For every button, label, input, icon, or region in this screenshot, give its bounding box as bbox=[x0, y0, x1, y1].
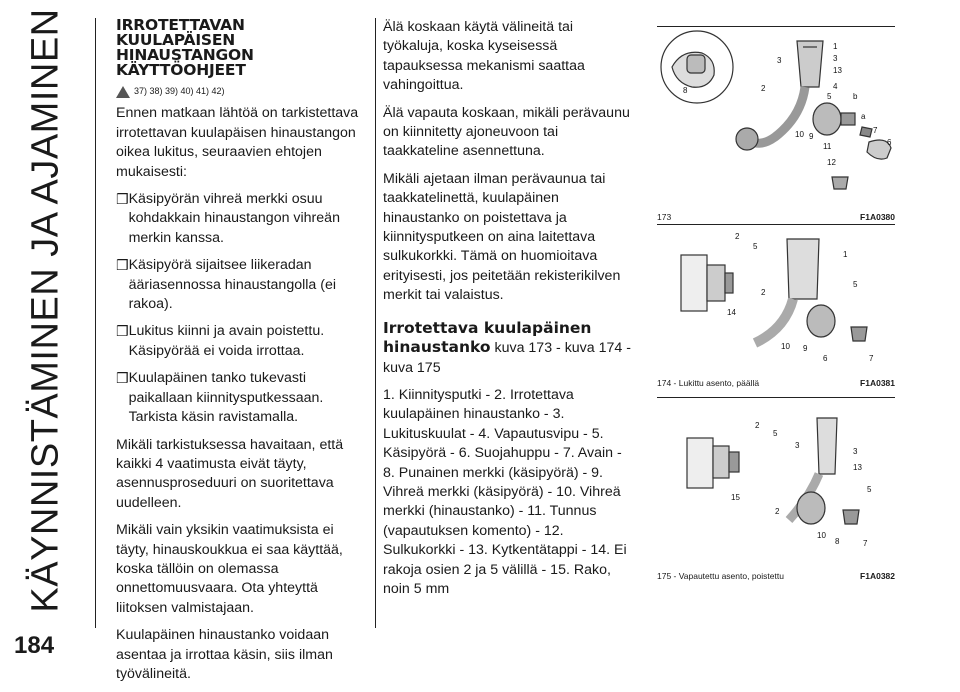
figure-174 bbox=[657, 224, 895, 388]
figure-code: F1A0382 bbox=[860, 571, 895, 581]
parts-legend: 1. Kiinnitysputki - 2. Irrotettava kuulapäinen hinaustanko - 3. Lukituskuulat - 4. Vapautusvipu - 5. Käsipyörä - 6. Suojahuppu - 7. Avain - 8. Punainen merkki (käsipyörä) - 9. Vihreä merkki (käsipyörä) - 10. Vihreä merkki (hinaustanko) - 11. Tunnus (vapautuksen komento) - 12. Sulkukorkki - 13. Kytkentätappi - 14. Ei rakoja osien 2 ja 5 välillä - 15. Rako, noin 5 mm bbox=[383, 386, 627, 597]
paragraph: Kuulapäinen hinaustanko voidaan asentaa ja irrottaa käsin, siis ilman työvälineitä. bbox=[116, 627, 333, 682]
warning-triangle-icon bbox=[116, 86, 130, 98]
sidebar-section-title bbox=[6, 8, 86, 613]
callout-label: 13 bbox=[853, 463, 862, 472]
intro-paragraph: Ennen matkaan lähtöä on tarkistettava irrotettavan kuulapäisen hinaustangon oikea lukitus, seuraavien ehtojen mukaisesti: bbox=[116, 105, 359, 180]
caption-text: 174 - Lukittu asento, päällä bbox=[657, 378, 760, 388]
heading-line: HINAUSTANGON bbox=[116, 46, 254, 64]
callout-label: 2 bbox=[755, 421, 760, 430]
warning-refs-text: 37) 38) 39) 40) 41) 42) bbox=[134, 86, 225, 96]
subsection-heading bbox=[383, 320, 635, 378]
paragraph: Älä koskaan käytä välineitä tai työkaluja, koska kyseisessä tapauksessa mekanismi saattaa vahingoittua. bbox=[383, 19, 585, 94]
callout-label: 5 bbox=[773, 429, 778, 438]
page-number: 184 bbox=[14, 632, 55, 659]
warning-references bbox=[116, 82, 366, 101]
figure-caption bbox=[657, 212, 895, 222]
callout-label: 1 bbox=[833, 42, 838, 51]
checklist-item bbox=[116, 256, 366, 314]
callout-label: 3 bbox=[833, 54, 838, 63]
callout-label: 5 bbox=[753, 242, 758, 251]
callout-label: 7 bbox=[863, 539, 868, 548]
figure-175 bbox=[657, 397, 895, 581]
paragraph: Mikäli vain yksikin vaatimuksista ei täyty, hinauskoukkua ei saa käyttää, koska tällöin on olemassa onnettomuusvaara. Ota yhteyttä liitoksen valmistajaan. bbox=[116, 522, 343, 616]
figure-reference: kuva 173 - kuva 174 - kuva 175 bbox=[383, 340, 631, 376]
paragraph: Mikäli ajetaan ilman perävaunua tai taakkatelinettä, kuulapäinen hinaustanko on poistettava ja kiinnitysputkeen on aina laitettava sulkukorkki. Tämä on huomioitava erityisesti, jos peitetään rekisterikilven merkit tai valaistus. bbox=[383, 170, 621, 304]
checklist-item bbox=[116, 322, 366, 361]
caption-text: 173 bbox=[657, 212, 672, 222]
callout-label: 6 bbox=[887, 138, 892, 147]
callout-label: a bbox=[861, 112, 866, 121]
column-1 bbox=[116, 18, 366, 692]
callout-label: 14 bbox=[727, 308, 736, 317]
figure-caption bbox=[657, 571, 895, 581]
callout-label: 5 bbox=[867, 485, 872, 494]
checklist-item bbox=[116, 190, 366, 248]
callout-label: 13 bbox=[833, 66, 842, 75]
towbar-locked-illustration bbox=[657, 225, 895, 375]
callout-label: 15 bbox=[731, 493, 740, 502]
callout-label: 9 bbox=[803, 344, 808, 353]
paragraph: Älä vapauta koskaan, mikäli perävaunu on kiinnitetty ajoneuvoon tai taakkateline asennettuna. bbox=[383, 104, 630, 160]
callout-label: 5 bbox=[827, 92, 832, 101]
callout-label: 12 bbox=[827, 158, 836, 167]
callout-label: 3 bbox=[777, 56, 782, 65]
subsection-title: Irrotettava kuulapäinen hinaustanko bbox=[383, 318, 592, 357]
callout-label: 2 bbox=[761, 288, 766, 297]
callout-label: 10 bbox=[781, 342, 790, 351]
callout-label: b bbox=[853, 92, 858, 101]
checklist-text: Käsipyörä sijaitsee liikeradan ääriasennossa hinaustangolla (ei rakoa). bbox=[128, 257, 336, 313]
callout-label: 2 bbox=[761, 84, 766, 93]
checklist-text: Lukitus kiinni ja avain poistettu. Käsipyörää ei voida irrottaa. bbox=[128, 323, 325, 359]
section-heading bbox=[116, 18, 366, 78]
callout-label: 6 bbox=[823, 354, 828, 363]
callout-label: 10 bbox=[817, 531, 826, 540]
heading-line: KÄYTTÖOHJEET bbox=[116, 61, 246, 79]
towbar-exploded-illustration bbox=[657, 27, 895, 209]
column-divider-middle bbox=[375, 18, 376, 628]
towbar-released-illustration bbox=[657, 398, 895, 568]
checkbox-icon: ❒ bbox=[116, 257, 129, 274]
figure-173 bbox=[657, 26, 895, 222]
callout-label: 7 bbox=[873, 126, 878, 135]
checklist-text: Kuulapäinen tanko tukevasti paikallaan kiinnitysputkessaan. Tarkista käsin ravistamalla. bbox=[128, 370, 324, 426]
sidebar-title-text: KÄYNNISTÄMINEN JA AJAMINEN bbox=[24, 8, 67, 613]
callout-label: 8 bbox=[683, 86, 688, 95]
callout-label: 4 bbox=[833, 82, 838, 91]
checkbox-icon: ❒ bbox=[116, 323, 129, 340]
callout-label: 5 bbox=[853, 280, 858, 289]
heading-line: IRROTETTAVAN bbox=[116, 16, 245, 34]
checkbox-icon: ❒ bbox=[116, 370, 129, 387]
figure-code: F1A0380 bbox=[860, 212, 895, 222]
figure-code: F1A0381 bbox=[860, 378, 895, 388]
callout-label: 2 bbox=[735, 232, 740, 241]
callout-label: 1 bbox=[843, 250, 848, 259]
figure-caption bbox=[657, 378, 895, 388]
column-2 bbox=[383, 18, 635, 607]
callout-label: 10 bbox=[795, 130, 804, 139]
checkbox-icon: ❒ bbox=[116, 191, 129, 208]
column-divider-left bbox=[95, 18, 96, 628]
heading-line: KUULAPÄISEN bbox=[116, 31, 236, 49]
callout-label: 7 bbox=[869, 354, 874, 363]
callout-label: 8 bbox=[835, 537, 840, 546]
callout-label: 11 bbox=[823, 142, 832, 151]
paragraph: Mikäli tarkistuksessa havaitaan, että kaikki 4 vaatimusta eivät täyty, asennusproseduuri on suoritettava uudelleen. bbox=[116, 436, 344, 511]
callout-label: 9 bbox=[809, 132, 814, 141]
callout-label: 3 bbox=[795, 441, 800, 450]
checklist-text: Käsipyörän vihreä merkki osuu kohdakkain hinaustangon vihreän merkin kanssa. bbox=[128, 191, 340, 246]
caption-text: 175 - Vapautettu asento, poistettu bbox=[657, 571, 784, 581]
callout-label: 3 bbox=[853, 447, 858, 456]
checklist-item bbox=[116, 369, 366, 427]
callout-label: 2 bbox=[775, 507, 780, 516]
